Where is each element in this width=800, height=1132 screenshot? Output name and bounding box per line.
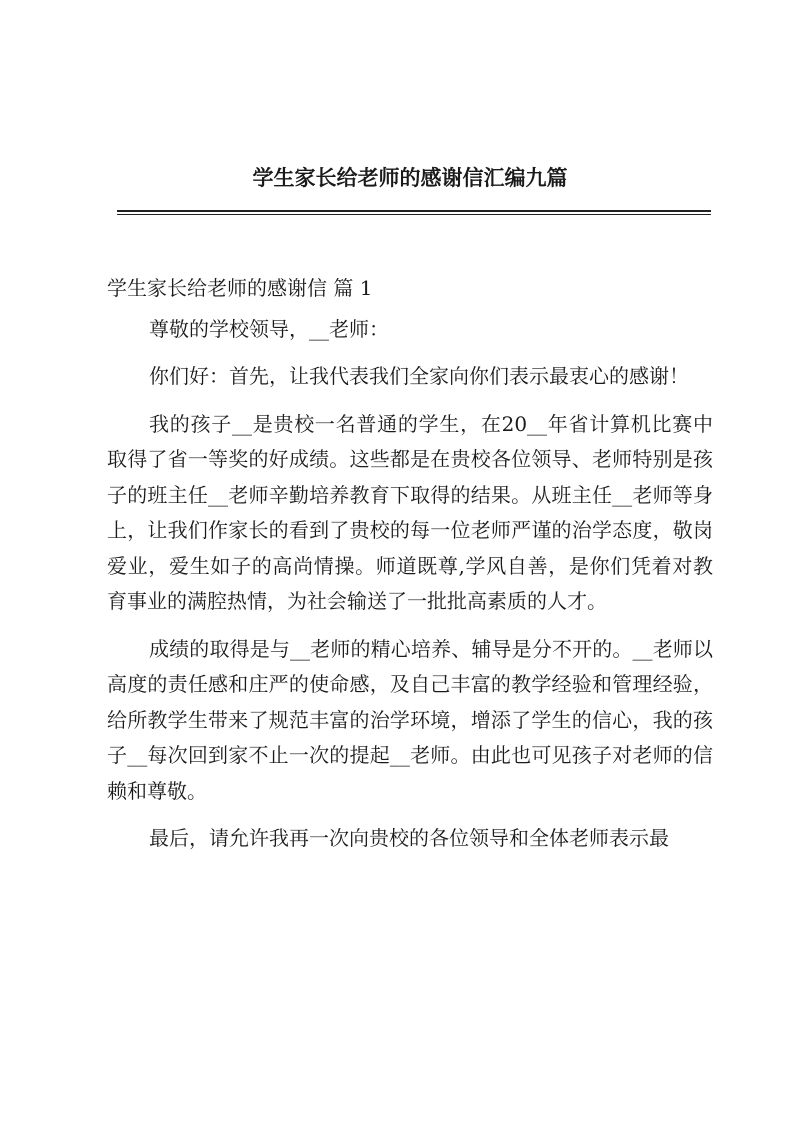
title-rule-thick: [117, 210, 711, 212]
title-rule-thin: [117, 214, 711, 215]
closing-paragraph: 最后，请允许我再一次向贵校的各位领导和全体老师表示最: [149, 826, 669, 850]
section-heading: 学生家长给老师的感谢信 篇 1: [107, 276, 373, 300]
achievement-paragraph: 我的孩子__是贵校一名普通的学生，在20__年省计算机比赛中取得了省一等奖的好成绩。这些都是在贵校各位领导、老师特别是孩子的班主任__老师辛勤培养教育下取得的结果。从班主任__老师等身上，让我们作家长的看到了贵校的每一位老师严谨的治学态度，敬岗爱业，爱生如子的高尚情操。师道既尊,学风自善，是你们凭着对教育事业的满腔热情，为社会输送了一批批高素质的人才。: [107, 411, 713, 613]
letter-body: [107, 271, 713, 869]
greeting-paragraph: 你们好：首先，让我代表我们全家向你们表示最衷心的感谢！: [149, 364, 689, 388]
teacher-paragraph: 成绩的取得是与__老师的精心培养、辅导是分不开的。__老师以高度的责任感和庄严的使命感，及自己丰富的教学经验和管理经验，给所教学生带来了规范丰富的治学环境，增添了学生的信心，我的孩子__每次回到家不止一次的提起__老师。由此也可见孩子对老师的信赖和尊敬。: [107, 636, 713, 803]
salutation: 尊敬的学校领导，__老师：: [149, 316, 389, 341]
document-title: 学生家长给老师的感谢信汇编九篇: [252, 165, 568, 190]
